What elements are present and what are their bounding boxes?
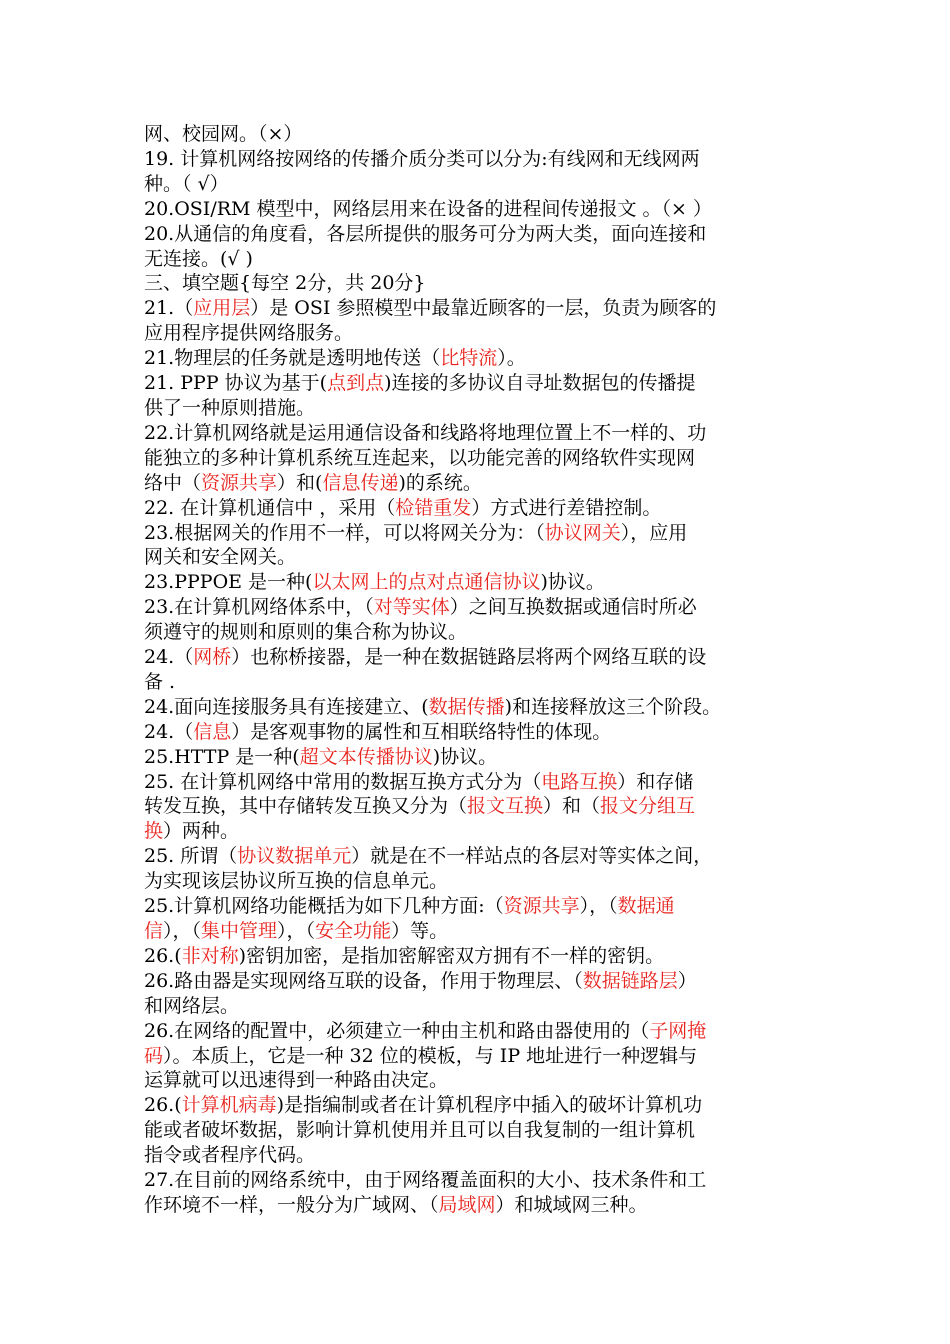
answer-text: 点到点 xyxy=(327,372,385,395)
body-text: 20.OSI/RM 模型中，网络层用来在设备的进程间传递报文 。（× ） xyxy=(144,197,713,220)
text-line xyxy=(144,794,812,819)
answer-text: 应用层 xyxy=(193,297,251,320)
body-text: 应用程序提供网络服务。 xyxy=(144,322,354,345)
body-text: )协议。 xyxy=(540,571,605,594)
text-line xyxy=(144,645,812,670)
body-text: ）和存储 xyxy=(617,770,694,793)
body-text: 转发互换，其中存储转发互换又分为（ xyxy=(144,795,468,818)
body-text: ）也称桥接器，是一种在数据链路层将两个网络互联的设 xyxy=(231,646,707,669)
body-text: ）和( xyxy=(277,471,323,494)
body-text: ）是 OSI 参照模型中最靠近顾客的一层，负责为顾客的 xyxy=(250,297,717,320)
body-text: 24.（ xyxy=(144,720,194,743)
answer-text: 安全功能 xyxy=(315,920,392,942)
body-text: ）。本质上，它是一种 32 位的模板，与 IP 地址进行一种逻辑与 xyxy=(163,1044,698,1067)
answer-text: 比特流 xyxy=(440,347,498,370)
text-line xyxy=(144,969,812,994)
text-line xyxy=(144,147,812,172)
body-text: 26.( xyxy=(144,944,182,967)
body-text: 25.计算机网络功能概括为如下几种方面:（ xyxy=(144,895,504,918)
answer-text: 检错重发 xyxy=(395,496,472,519)
text-line xyxy=(144,521,812,546)
text-line xyxy=(144,620,812,645)
text-line xyxy=(144,296,812,321)
body-text: ），（ xyxy=(277,920,316,942)
body-text: )是指编制或者在计算机程序中插入的破坏计算机功 xyxy=(276,1094,703,1117)
text-line xyxy=(144,122,812,147)
body-text: )连接的多协议自寻址数据包的传播提 xyxy=(384,372,696,395)
body-text: ）和城域网三种。 xyxy=(495,1193,648,1216)
answer-text: 计算机病毒 xyxy=(181,1094,277,1117)
answer-text: 数据通 xyxy=(617,895,675,918)
body-text: 供了一种原则措施。 xyxy=(144,396,316,419)
body-text: ）之间互换数据或通信时所必 xyxy=(449,596,697,619)
body-text: 须遵守的规则和原则的集合称为协议。 xyxy=(144,621,468,644)
answer-text: 集中管理 xyxy=(201,920,278,942)
answer-text: 报文互换 xyxy=(467,795,544,818)
body-text: ），应用 xyxy=(620,521,688,544)
body-text: ）和（ xyxy=(543,795,601,818)
body-text: 25. 在计算机网络中常用的数据互换方式分为（ xyxy=(144,770,542,793)
body-text: 23.在计算机网络体系中，（ xyxy=(144,596,374,619)
answer-text: 电路互换 xyxy=(541,770,618,793)
text-line xyxy=(144,570,812,595)
text-line xyxy=(144,197,812,222)
body-text: )的系统。 xyxy=(398,471,482,494)
text-line xyxy=(144,1019,812,1044)
text-line xyxy=(144,1118,812,1143)
answer-text: 子网掩 xyxy=(649,1019,707,1042)
body-text: ）方式进行差错控制。 xyxy=(471,496,662,519)
text-line xyxy=(144,446,812,471)
body-text: 26.( xyxy=(144,1094,182,1117)
text-line xyxy=(144,944,812,969)
body-text: 三、填空题{每空 2分，共 20分} xyxy=(144,272,426,295)
text-line xyxy=(144,819,812,844)
body-text: 23.根据网关的作用不一样，可以将网关分为：（ xyxy=(144,521,545,544)
text-line xyxy=(144,595,812,620)
text-line xyxy=(144,869,812,894)
body-text: )密钥加密，是指加密解密双方拥有不一样的密钥。 xyxy=(238,944,665,967)
text-line xyxy=(144,421,812,446)
text-line xyxy=(144,670,812,695)
text-line xyxy=(144,894,812,919)
body-text: ）就是在不一样站点的各层对等实体之间， xyxy=(351,845,713,868)
body-text: 25. 所谓（ xyxy=(144,845,238,868)
body-text: ）两种。 xyxy=(163,820,240,843)
text-line xyxy=(144,1044,812,1069)
text-line xyxy=(144,271,812,296)
answer-text: 以太网上的点对点通信协议 xyxy=(312,571,541,594)
body-text: 无连接。(√ ) xyxy=(144,247,253,270)
answer-text: 信息 xyxy=(193,720,232,743)
text-line xyxy=(144,247,812,272)
text-line xyxy=(144,371,812,396)
body-text: 网、校园网。（×） xyxy=(144,123,303,145)
body-text: 24.面向连接服务具有连接建立、( xyxy=(144,695,429,718)
body-text: 22.计算机网络就是运用通信设备和线路将地理位置上不一样的、功 xyxy=(144,421,707,444)
body-text: 种。（ √） xyxy=(144,172,229,195)
text-line xyxy=(144,770,812,795)
body-text: ），（ xyxy=(579,895,618,918)
text-line xyxy=(144,321,812,346)
body-text: 21. PPP 协议为基于( xyxy=(144,372,328,395)
text-line xyxy=(144,1193,812,1218)
answer-text: 协议网关 xyxy=(544,521,621,544)
body-text: 为实现该层协议所互换的信息单元。 xyxy=(144,870,449,893)
body-text: 21.物理层的任务就是透明地传送（ xyxy=(144,347,441,370)
answer-text: 数据链路层 xyxy=(582,969,678,992)
body-text: 21.（ xyxy=(144,297,194,320)
answer-text: 码 xyxy=(144,1044,164,1067)
text-line xyxy=(144,695,812,720)
body-text: 27.在目前的网络系统中，由于网络覆盖面积的大小、技术条件和工 xyxy=(144,1169,707,1192)
body-text: 备 . xyxy=(144,670,176,693)
body-text: 24.（ xyxy=(144,646,194,669)
answer-text: 资源共享 xyxy=(201,471,278,494)
text-line xyxy=(144,396,812,421)
text-line xyxy=(144,1168,812,1193)
text-line xyxy=(144,222,812,247)
text-line xyxy=(144,994,812,1019)
answer-text: 非对称 xyxy=(181,944,239,967)
body-text: 26.路由器是实现网络互联的设备，作用于物理层、（ xyxy=(144,969,583,992)
text-line xyxy=(144,496,812,521)
body-text: 23.PPPOE 是一种( xyxy=(144,571,313,594)
answer-text: 信 xyxy=(144,920,164,942)
text-line xyxy=(144,1093,812,1118)
answer-text: 资源共享 xyxy=(503,895,580,918)
body-text: 19. 计算机网络按网络的传播介质分类可以分为:有线网和无线网两 xyxy=(144,147,700,170)
body-text: )协议。 xyxy=(432,745,498,768)
body-text: 20.从通信的角度看，各层所提供的服务可分为两大类，面向连接和 xyxy=(144,222,707,245)
body-text: 能独立的多种计算机系统互连起来，以功能完善的网络软件实现网 xyxy=(144,446,696,469)
answer-text: 协议数据单元 xyxy=(237,845,352,868)
body-text: ）等。 xyxy=(391,920,449,942)
text-line xyxy=(144,545,812,570)
body-text: 和网络层。 xyxy=(144,994,240,1017)
body-text: ），（ xyxy=(163,920,202,942)
answer-text: 网桥 xyxy=(193,646,232,669)
document-page xyxy=(144,122,812,1218)
body-text: 22. 在计算机通信中 ，采用（ xyxy=(144,496,396,519)
body-text: ）。 xyxy=(497,347,526,370)
answer-text: 超文本传播协议 xyxy=(299,745,433,768)
text-line xyxy=(144,346,812,371)
answer-text: 数据传播 xyxy=(428,695,505,718)
body-text: ）是客观事物的属性和互相联络特性的体现。 xyxy=(231,720,612,743)
body-text: 指令或者程序代码。 xyxy=(144,1144,316,1167)
body-text: 25.HTTP 是一种( xyxy=(144,745,300,768)
text-line xyxy=(144,471,812,496)
body-text: 能或者破坏数据，影响计算机使用并且可以自我复制的一组计算机 xyxy=(144,1119,696,1142)
text-line xyxy=(144,1143,812,1168)
answer-text: 报文分组互 xyxy=(600,795,696,818)
text-line xyxy=(144,844,812,869)
text-line xyxy=(144,172,812,197)
text-line xyxy=(144,720,812,745)
body-text: 26.在网络的配置中，必须建立一种由主机和路由器使用的（ xyxy=(144,1019,650,1042)
body-text: )和连接释放这三个阶段。 xyxy=(504,695,722,718)
body-text: 作环境不一样，一般分为广域网、（ xyxy=(144,1193,439,1216)
body-text: 络中（ xyxy=(144,471,202,494)
text-line xyxy=(144,919,812,944)
body-text: 网关和安全网关。 xyxy=(144,546,297,569)
body-text: 运算就可以迅速得到一种路由决定。 xyxy=(144,1069,449,1092)
answer-text: 信息传递 xyxy=(322,471,399,494)
answer-text: 局域网 xyxy=(438,1193,496,1216)
text-line xyxy=(144,745,812,770)
body-text: ） xyxy=(677,969,697,992)
answer-text: 换 xyxy=(144,820,164,843)
text-line xyxy=(144,1068,812,1093)
answer-text: 对等实体 xyxy=(373,596,450,619)
